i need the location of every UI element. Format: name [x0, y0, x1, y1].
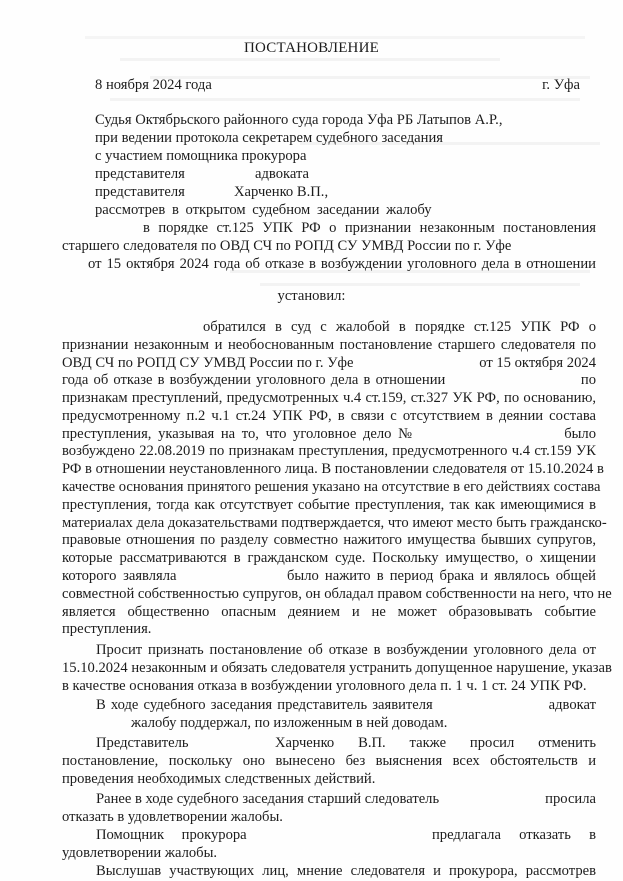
paragraph-line: которые рассматриваются в гражданском суде. Поскольку имущество, о хищении — [62, 550, 596, 566]
paragraph-line: преступления. — [62, 621, 152, 637]
paragraph-line: просила — [545, 791, 596, 807]
paragraph-line: Ранее в ходе судебного заседания старший следователь — [96, 791, 440, 807]
paragraph-line: материалах дела доказательствами подтверждается, что имеют место быть гражданско- — [62, 515, 607, 531]
header-line: при ведении протокола секретарем судебного заседания — [95, 130, 443, 146]
paragraph-line: от 15 октября 2024 — [479, 355, 596, 371]
paragraph-line: Харченко В.П. также просил отменить — [275, 735, 596, 751]
document-city: г. Уфа — [542, 77, 580, 93]
paragraph-line: 15.10.2024 незаконным и обязать следователя устранить допущенное нарушение, указав — [62, 660, 612, 676]
paragraph-line: в качестве основания отказа в возбуждении уголовного дела п. 1 ч. 1 ст. 24 УПК РФ. — [62, 678, 587, 694]
paragraph-line: возбуждено 22.08.2019 по признакам преступления, предусмотренного ч.4 ст.159 УК — [62, 443, 596, 459]
intro-line: от 15 октября 2024 года об отказе в возбуждении уголовного дела в отношении — [88, 256, 596, 272]
bleed-through — [85, 36, 585, 39]
paragraph-line: предлагала отказать в — [432, 827, 596, 843]
paragraph-line: было нажито в период брака и являлось общей — [287, 568, 596, 584]
paragraph-line: является общественно опасным деянием и не может образовывать событие — [62, 604, 596, 620]
paragraph-line: по — [580, 372, 596, 388]
paragraph-line: которого заявляла — [62, 568, 177, 584]
document-title: ПОСТАНОВЛЕНИЕ — [244, 40, 379, 56]
paragraph-line: признакам преступлений, предусмотренных ч.4 ст.159, ст.327 УК РФ, по основанию, — [62, 390, 596, 406]
paragraph-line: преступления, указывая на то, что уголовное дело № — [62, 426, 413, 442]
bleed-through — [260, 283, 580, 286]
paragraph-line: В ходе судебного заседания представитель заявителя — [96, 697, 433, 713]
paragraph-line: предусмотренному п.2 ч.1 ст.24 УПК РФ, в связи с отсутствием в деянии состава — [62, 408, 596, 424]
paragraph-line: Представитель — [96, 735, 189, 751]
intro-line: в порядке ст.125 УПК РФ о признании незаконным постановления — [143, 220, 596, 236]
paragraph-line: года об отказе в возбуждении уголовного дела в отношении — [62, 372, 446, 388]
bleed-through — [110, 98, 580, 101]
rep1-label: представителя — [95, 166, 185, 182]
rep2-name: Харченко В.П., — [234, 184, 329, 200]
bleed-through — [150, 76, 590, 79]
paragraph-line: было — [564, 426, 596, 442]
paragraph-line: совместной собственностью супругов, он обладал правом собственности на него, что не — [62, 586, 612, 602]
rep2-label: представителя — [95, 184, 185, 200]
paragraph-line: правовые отношения по разделу совместно нажитого имущества бывших супругов, — [62, 532, 596, 548]
header-line: Судья Октябрьского районного суда города Уфа РБ Латыпов А.Р., — [95, 112, 503, 128]
intro-line: старшего следователя по ОВД СЧ по РОПД СУ УМВД России по г. Уфе — [62, 238, 512, 254]
paragraph-line: преступления, тогда как отсутствует событие преступления, так как имеющимися в — [62, 497, 596, 513]
paragraph-line: удовлетворении жалобы. — [62, 845, 218, 861]
paragraph-line: Помощник прокурора — [96, 827, 247, 843]
document-date: 8 ноября 2024 года — [95, 77, 212, 93]
paragraph-line: отказать в удовлетворении жалобы. — [62, 809, 283, 825]
paragraph-line: обратился в суд с жалобой в порядке ст.125 УПК РФ о — [203, 319, 596, 335]
paragraph-line: проведения необходимых следственных действий. — [62, 771, 376, 787]
paragraph-line: качестве основания принятого решения указано на отсутствие в его действиях состава — [62, 479, 601, 495]
paragraph-line: постановление, поскольку оно вынесено без выяснения всех обстоятельств и — [62, 753, 596, 769]
established-heading: установил: — [277, 288, 346, 304]
considered-line: рассмотрев в открытом судебном заседании жалобу — [95, 202, 432, 218]
paragraph-line: адвокат — [548, 697, 596, 713]
paragraph-line: Выслушав участвующих лиц, мнение следователя и прокурора, рассмотрев — [96, 863, 596, 879]
header-line: с участием помощника прокурора — [95, 148, 307, 164]
paragraph-line: признании незаконным и необоснованным постановление старшего следователя по — [62, 337, 596, 353]
bleed-through — [120, 58, 500, 61]
paragraph-line: жалобу поддержал, по изложенным в ней доводам. — [131, 715, 448, 731]
paragraph-line: ОВД СЧ по РОПД СУ УМВД России по г. Уфе — [62, 355, 354, 371]
paragraph-line: РФ в отношении неустановленного лица. В постановлении следователя от 15.10.2024 в — [62, 461, 604, 477]
rep1-lawyer: адвоката — [255, 166, 309, 182]
paragraph-line: Просит признать постановление об отказе в возбуждении уголовного дела от — [96, 642, 596, 658]
